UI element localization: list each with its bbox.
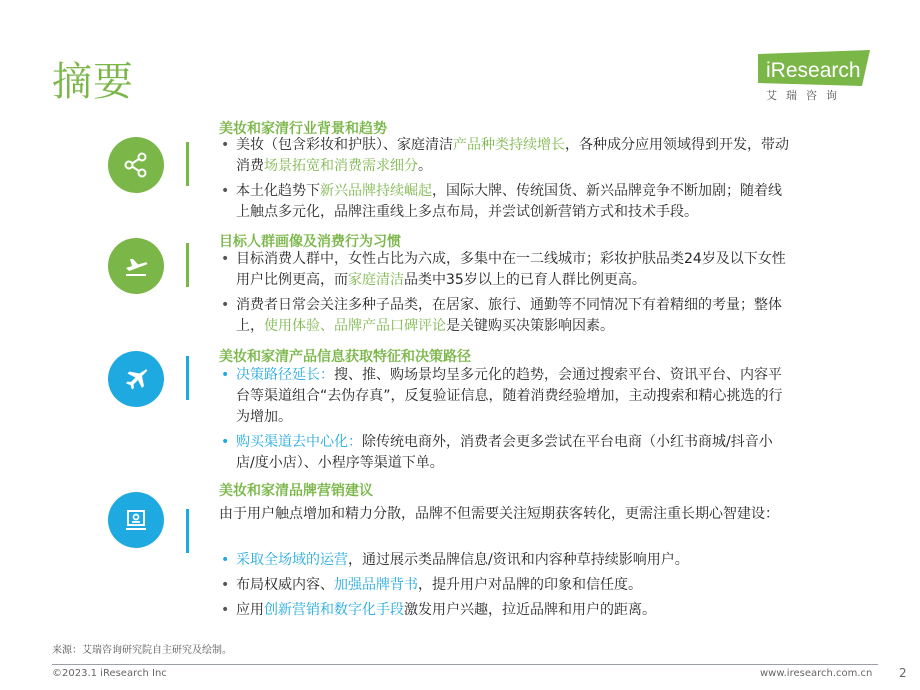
footer-divider (52, 664, 878, 665)
section-divider-bar (186, 142, 189, 186)
bullet-list (219, 249, 789, 341)
bullet-item: • 布局权威内容、加强品牌背书，提升用户对品牌的印象和信任度。 (219, 575, 789, 596)
page-title: 摘要 (52, 59, 134, 105)
iresearch-logo (758, 50, 878, 106)
logo-subtitle: 艾瑞咨询 (766, 89, 846, 102)
section-heading: 目标人群画像及消费行为习惯 (219, 234, 401, 250)
section-divider-bar (186, 509, 189, 553)
website-link[interactable]: www.iresearch.com.cn (760, 668, 873, 679)
section-divider-bar (186, 356, 189, 400)
bullet-list (219, 135, 789, 227)
bullet-item: • 消费者日常会关注多种子品类，在居家、旅行、通勤等不同情况下有着精细的考量；整体上，使用体验、品牌产品口碑评论是关键购买决策影响因素。 (219, 295, 789, 337)
screen-chart-icon (108, 492, 164, 548)
copyright-text: ©2023.1 iResearch Inc (52, 668, 167, 679)
bullet-item: • 本土化趋势下新兴品牌持续崛起，国际大牌、传统国货、新兴品牌竞争不断加剧；随着线上触点多元化，品牌注重线上多点布局，并尝试创新营销方式和技术手段。 (219, 181, 789, 223)
logo-brand-text: iResearch (766, 59, 861, 82)
bullet-item: • 采取全场域的运营，通过展示类品牌信息/资讯和内容种草持续影响用户。 (219, 550, 789, 571)
section-heading: 美妆和家清品牌营销建议 (219, 483, 373, 499)
section-heading: 美妆和家清行业背景和趋势 (219, 121, 387, 137)
section-heading: 美妆和家清产品信息获取特征和决策路径 (219, 349, 471, 365)
bullet-list (219, 365, 789, 478)
bullet-item: • 购买渠道去中心化：除传统电商外，消费者会更多尝试在平台电商（小红书商城/抖音小店/度小店）、小程序等渠道下单。 (219, 432, 789, 474)
page-number: 2 (899, 666, 907, 680)
airplane-icon (108, 351, 164, 407)
section-divider-bar (186, 243, 189, 287)
bullet-item: • 应用创新营销和数字化手段激发用户兴趣，拉近品牌和用户的距离。 (219, 600, 789, 621)
plane-departure-icon (108, 238, 164, 294)
bullet-item: • 决策路径延长：搜、推、购场景均呈多元化的趋势，会通过搜索平台、资讯平台、内容平台等渠道组合“去伪存真”，反复验证信息，随着消费经验增加，主动搜索和精心挑选的行为增加。 (219, 365, 789, 428)
source-note: 来源：艾瑞咨询研究院自主研究及绘制。 (52, 645, 232, 656)
bullet-list (219, 550, 789, 625)
bullet-item: • 美妆（包含彩妆和护肤）、家庭清洁产品种类持续增长，各种成分应用领域得到开发，带动消费场景拓宽和消费需求细分。 (219, 135, 789, 177)
bullet-item: • 目标消费人群中，女性占比为六成，多集中在一二线城市；彩妆护肤品类24岁及以下女性用户比例更高，而家庭清洁品类中35岁以上的已育人群比例更高。 (219, 249, 789, 291)
section-intro: 由于用户触点增加和精力分散，品牌不但需要关注短期获客转化，更需注重长期心智建设： (219, 506, 779, 522)
share-icon (108, 137, 164, 193)
